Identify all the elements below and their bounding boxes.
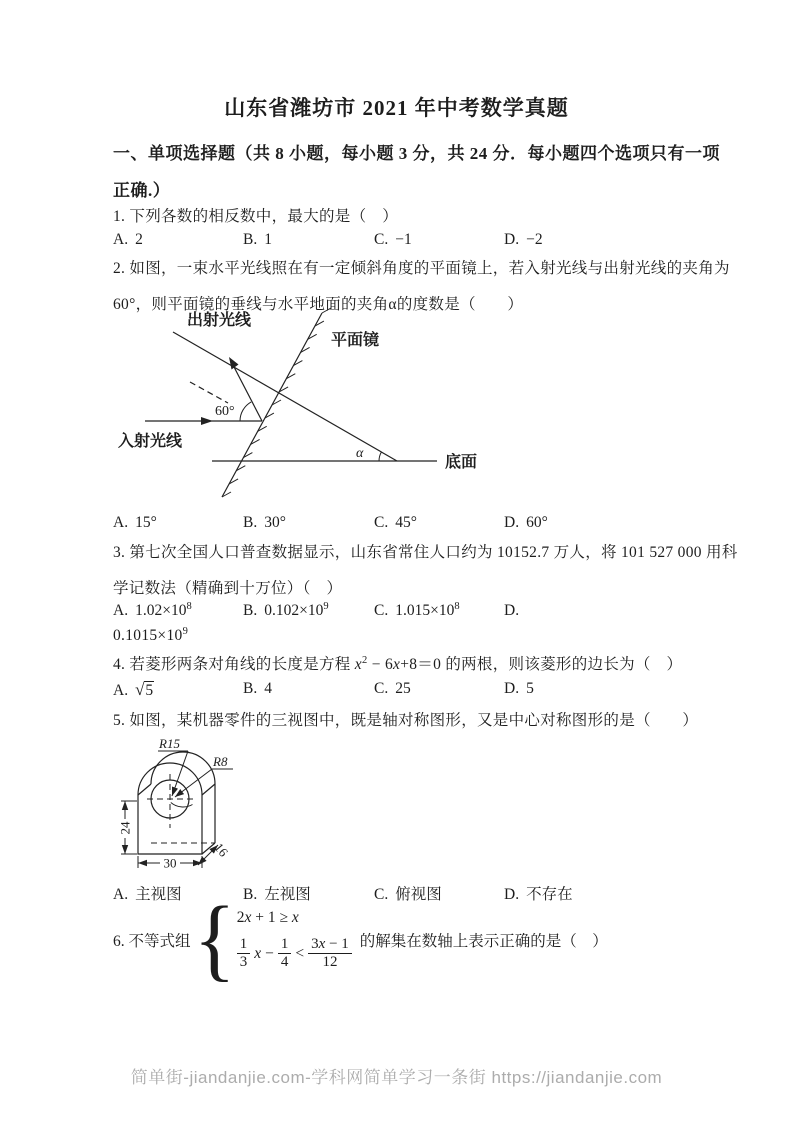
section-heading-line2: 正确.）: [113, 181, 171, 200]
incident-arrowhead: [201, 417, 213, 425]
watermark-footer: 简单街-jiandanjie.com-学科网简单学习一条街 https://jiandanjie.com: [130, 1068, 663, 1087]
normal-dashed-line: [190, 382, 228, 403]
mirror-figure: [115, 303, 495, 515]
q5-option-c: C. 俯视图: [374, 886, 442, 903]
exit-ray-label: 出射光线: [187, 312, 252, 329]
part-depth-edge-right: [202, 784, 215, 795]
inequality-system: [237, 909, 352, 972]
q2-option-d: D. 60°: [504, 514, 548, 531]
fraction-3x-minus-1-over-12: $\frac{3x - 1}{12}$: [308, 936, 352, 972]
q5-option-d: D. 不存在: [504, 886, 573, 903]
part-hole-back-arc: [171, 803, 193, 808]
q1-option-d: D. −2: [504, 231, 543, 248]
q2-stem-line2: 60°，则平面镜的垂线与水平地面的夹角α的度数是（ ）: [113, 296, 524, 313]
system-brace: {: [193, 888, 236, 991]
dim-r8-label: R8: [213, 754, 228, 769]
reflected-arrowhead: [229, 357, 239, 370]
q3-options: [113, 602, 688, 620]
q3-stem-line1: 3. 第七次全国人口普查数据显示，山东省常住人口约为 10152.7 万人，将 101 527 000 用科: [113, 544, 738, 561]
q3-option-c: C. $1.015\times 10^8$: [374, 600, 460, 619]
q4-option-b: B. 4: [243, 680, 272, 697]
q3-stem-line2: 学记数法（精确到十万位）（ ）: [113, 580, 343, 597]
part-depth-edge-left: [138, 784, 151, 795]
q1-option-a: A. 2: [113, 231, 143, 248]
inequality-1: 2x + 1 ≥ x: [236, 908, 299, 926]
machine-part-figure: [108, 731, 258, 883]
q4-equation: $x^2 - 6x+8=0$: [354, 654, 446, 673]
q3-option-d-continued: $0.1015\times 10^9$: [113, 625, 189, 644]
q2-stem-line1: 2. 如图，一束水平光线照在有一定倾斜角度的平面镜上，若入射光线与出射光线的夹角为: [113, 260, 730, 277]
fraction-one-third: $\frac{1}{3}$: [237, 936, 251, 972]
q1-options: [113, 231, 688, 249]
q5-stem: 5. 如图，某机器零件的三视图中，既是轴对称图形，又是中心对称图形的是（ ）: [113, 712, 699, 729]
mirror-label: 平面镜: [331, 332, 380, 349]
q2-option-b: B. 30°: [243, 514, 286, 531]
q4-option-c: C. 25: [374, 680, 411, 697]
fraction-one-quarter: $\frac{1}{4}$: [278, 936, 292, 972]
q2-options: [113, 514, 688, 532]
q4-options: [113, 680, 688, 700]
exit-ray-line: [173, 332, 397, 461]
q3-option-d: D.: [504, 602, 520, 619]
angle-alpha-arc: [379, 452, 381, 461]
dim-24-label: 24: [117, 821, 133, 835]
inequality-2: $\frac{1}{3}$ x − $\frac{1}{4}$ < $\frac{3x - 1}{12}$: [237, 936, 352, 972]
reflected-ray-line: [233, 365, 262, 421]
mirror-hatching: [222, 308, 331, 497]
page-title: 山东省潍坊市 2021 年中考数学真题: [224, 96, 569, 120]
q3-option-b: B. $0.102\times 10^9$: [243, 600, 329, 619]
q4-option-a: A. √5: [113, 680, 154, 699]
angle-60-arc: [240, 402, 251, 421]
dim-16-label: 16: [211, 839, 232, 860]
q4-option-d: D. 5: [504, 680, 534, 697]
dim-r15-label: R15: [159, 736, 180, 751]
dim-30-label: 30: [163, 855, 177, 871]
q1-option-c: C. −1: [374, 231, 412, 248]
q6-stem: 6. 不等式组 { 2x + 1 ≥ x $\frac{1}{3}$ x − $\frac{1}{4}$ < $\frac{3x - 1}{12}$ 的解集在数轴上表示正确的是（ ）: [113, 888, 608, 991]
incident-ray-label: 入射光线: [118, 433, 183, 450]
ground-label: 底面: [445, 454, 478, 471]
section-heading-line1: 一、单项选择题（共 8 小题，每小题 3 分，共 24 分．每小题四个选项只有一项: [113, 144, 720, 163]
q4-stem: 4. 若菱形两条对角线的长度是方程 $x^2 - 6x+8=0$ 的两根，则该菱形的边长为（ ）: [113, 654, 683, 673]
q5-option-a: A. 主视图: [113, 886, 182, 903]
angle-60-label: 60°: [215, 404, 235, 419]
q3-option-a: A. $1.02\times 10^8$: [113, 600, 192, 619]
q2-option-a: A. 15°: [113, 514, 157, 531]
angle-alpha-label: α: [356, 446, 364, 461]
q2-option-c: C. 45°: [374, 514, 417, 531]
q5-option-b: B. 左视图: [243, 886, 311, 903]
q1-option-b: B. 1: [243, 231, 272, 248]
radical-sign: √: [135, 680, 145, 699]
q1-stem: 1. 下列各数的相反数中，最大的是（ ）: [113, 208, 399, 225]
